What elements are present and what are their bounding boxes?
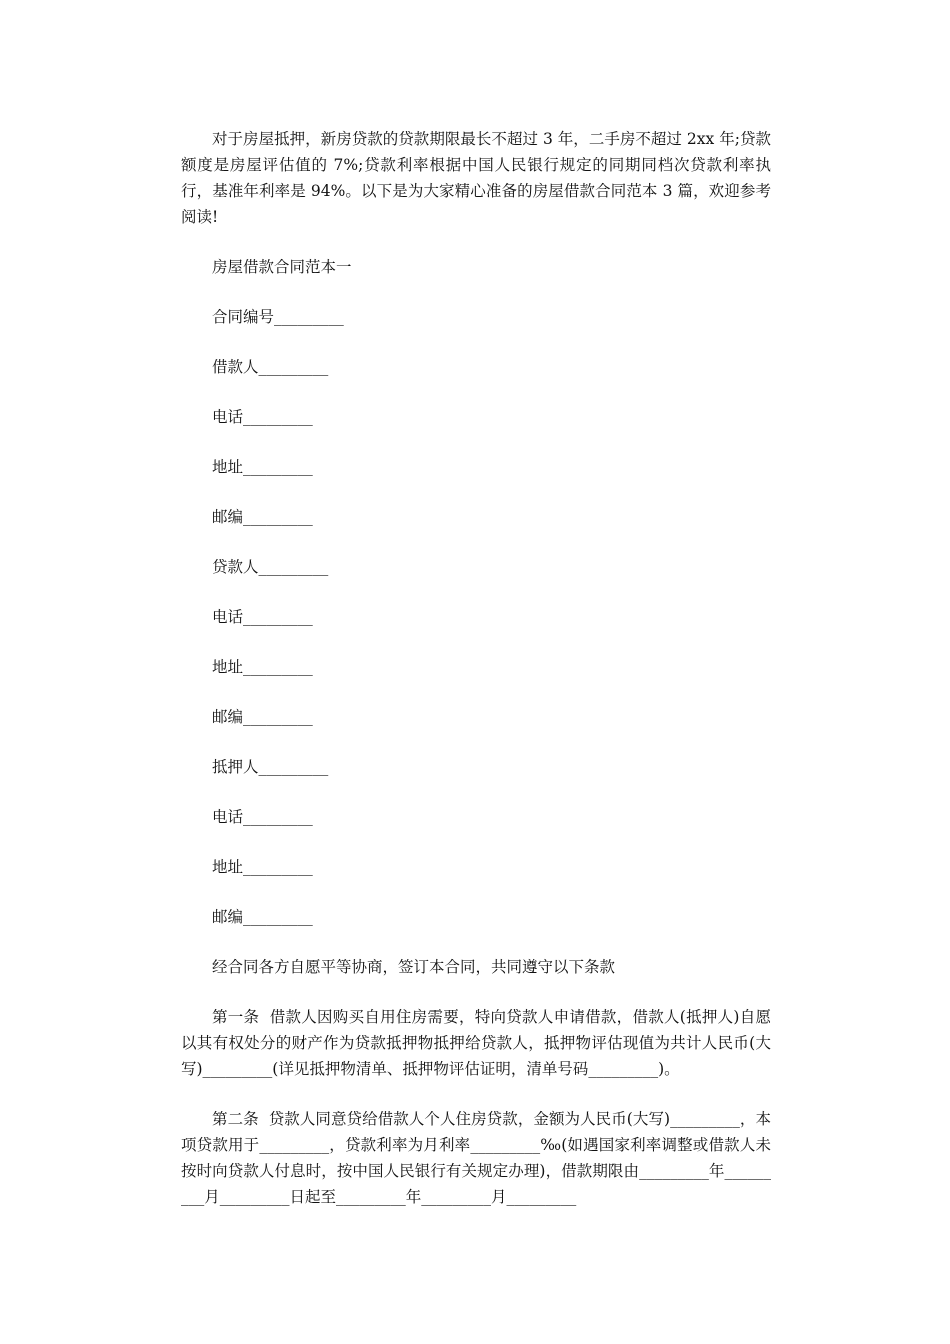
borrower-postcode-field: 邮编_________	[212, 508, 313, 526]
document-body	[181, 126, 771, 1210]
clause-1: 第一条 借款人因购买自用住房需要，特向贷款人申请借款，借款人(抵押人)自愿以其有权处分的财产作为贷款抵押物抵押给贷款人，抵押物评估现值为共计人民币(大写)_________(详见抵押物清单、抵押物评估证明，清单号码_________)。	[181, 1008, 771, 1078]
borrower-phone-field: 电话_________	[212, 408, 313, 426]
agreement-line: 经合同各方自愿平等协商，签订本合同，共同遵守以下条款	[212, 958, 616, 976]
lender-field: 贷款人_________	[212, 558, 329, 576]
intro-paragraph: 对于房屋抵押，新房贷款的贷款期限最长不超过 3 年，二手房不超过 2xx 年;贷款额度是房屋评估值的 7%;贷款利率根据中国人民银行规定的同期同档次贷款利率执行，基准年利率是 94%。以下是为大家精心准备的房屋借款合同范本 3 篇，欢迎参考阅读!	[181, 130, 771, 226]
contract-number-field: 合同编号_________	[212, 308, 344, 326]
lender-postcode-field: 邮编_________	[212, 708, 313, 726]
borrower-address-field: 地址_________	[212, 458, 313, 476]
mortgagor-address-field: 地址_________	[212, 858, 313, 876]
lender-address-field: 地址_________	[212, 658, 313, 676]
mortgagor-postcode-field: 邮编_________	[212, 908, 313, 926]
clause-2: 第二条 贷款人同意贷给借款人个人住房贷款，金额为人民币(大写)_________，本项贷款用于_________，贷款利率为月利率_________‰(如遇国家利率调整或借款人未按时向贷款人付息时，按中国人民银行有关规定办理)，借款期限由_________年_________月_________日起至_________年_________月_________	[181, 1110, 771, 1206]
borrower-field: 借款人_________	[212, 358, 329, 376]
contract-title: 房屋借款合同范本一	[212, 258, 352, 276]
mortgagor-phone-field: 电话_________	[212, 808, 313, 826]
mortgagor-field: 抵押人_________	[212, 758, 329, 776]
lender-phone-field: 电话_________	[212, 608, 313, 626]
